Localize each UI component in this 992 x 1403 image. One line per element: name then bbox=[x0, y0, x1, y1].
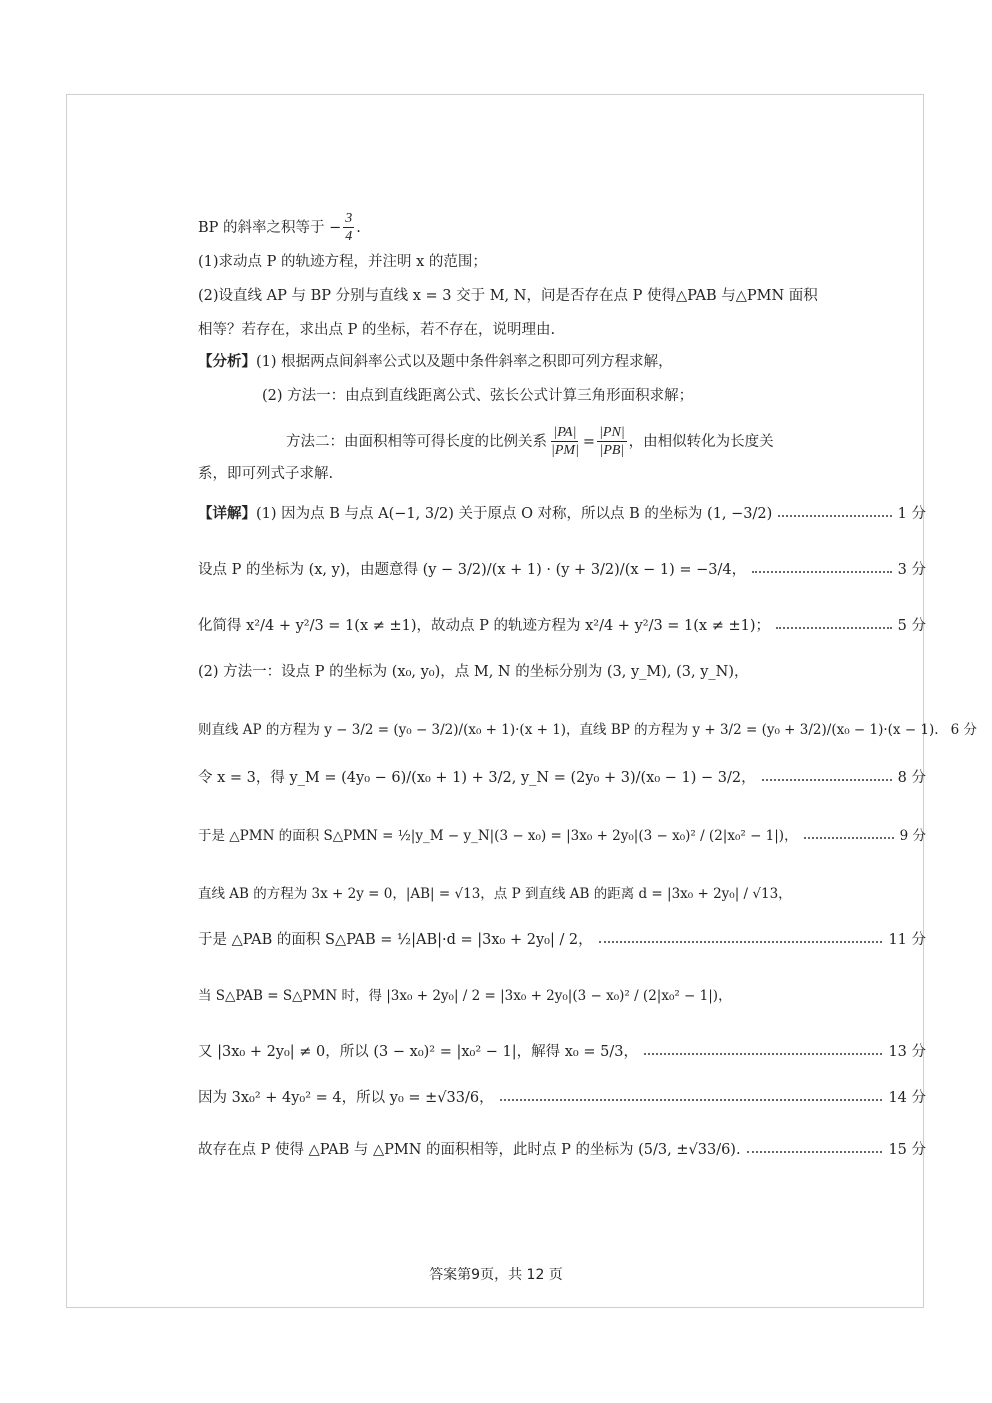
detail-line-6 bbox=[198, 768, 926, 788]
leader-dots bbox=[644, 1053, 882, 1055]
analysis-line-1 bbox=[198, 352, 926, 372]
detail-tag: 【详解】 bbox=[198, 505, 256, 522]
leader-dots bbox=[762, 779, 892, 781]
question-2-line-2 bbox=[198, 320, 926, 340]
denominator: |PM| bbox=[551, 443, 579, 458]
equals: = bbox=[582, 433, 596, 450]
detail-line-7 bbox=[198, 826, 926, 846]
text: 化简得 x²/4 + y²/3 = 1(x ≠ ±1)，故动点 P 的轨迹方程为 x²/4 + y²/3 = 1(x ≠ ±1)； bbox=[198, 618, 771, 634]
detail-line-3 bbox=[198, 616, 926, 636]
text: 当 S△PAB = S△PMN 时，得 |3x₀ + 2y₀| / 2 = |3x₀ + 2y₀|(3 − x₀)² / (2|x₀² − 1|)， bbox=[198, 988, 732, 1004]
page-footer: 答案第9页，共 12 页 bbox=[429, 1267, 563, 1283]
text-line bbox=[198, 210, 926, 245]
score: 3 分 bbox=[897, 562, 926, 578]
detail-line-4 bbox=[198, 662, 926, 682]
analysis-line-2 bbox=[262, 386, 926, 406]
text: 方法二：由面积相等可得长度的比例关系 bbox=[286, 433, 547, 450]
score: 6 分 bbox=[950, 722, 977, 738]
text: (2)设直线 AP 与 BP 分别与直线 x = 3 交于 M, N，问是否存在点 P 使得△PAB 与△PMN 面积 bbox=[198, 288, 818, 304]
text: 相等？若存在，求出点 P 的坐标，若不存在，说明理由. bbox=[198, 322, 556, 338]
score: 5 分 bbox=[897, 618, 926, 634]
text: 因为 3x₀² + 4y₀² = 4，所以 y₀ = ±√33/6， bbox=[198, 1090, 494, 1106]
detail-line-11 bbox=[198, 1042, 926, 1062]
fraction bbox=[549, 424, 581, 459]
fraction bbox=[343, 210, 354, 245]
leader-dots bbox=[599, 941, 883, 943]
analysis-line-4 bbox=[198, 464, 926, 484]
text: 则直线 AP 的方程为 y − 3/2 = (y₀ − 3/2)/(x₀ + 1)·(x + 1)，直线 BP 的方程为 y + 3/2 = (y₀ + 3/2)/(x₀ − 1)·(x − 1). bbox=[198, 722, 939, 738]
score: 1 分 bbox=[897, 506, 926, 522]
fraction bbox=[597, 424, 627, 459]
text: 设点 P 的坐标为 (x, y)，由题意得 (y − 3/2)/(x + 1) · (y + 3/2)/(x − 1) = −3/4， bbox=[198, 562, 747, 578]
text: 系，即可列式子求解. bbox=[198, 466, 334, 482]
text: 又 |3x₀ + 2y₀| ≠ 0，所以 (3 − x₀)² = |x₀² − 1|，解得 x₀ = 5/3， bbox=[198, 1044, 638, 1060]
score: 13 分 bbox=[888, 1044, 926, 1060]
score: 8 分 bbox=[897, 770, 926, 786]
question-2-line-1 bbox=[198, 286, 926, 306]
detail-line-8 bbox=[198, 884, 926, 904]
page-border bbox=[66, 94, 924, 1308]
text: BP 的斜率之积等于 − bbox=[198, 219, 342, 236]
detail-line-12 bbox=[198, 1088, 926, 1108]
detail-line-1 bbox=[198, 504, 926, 524]
detail-line-10 bbox=[198, 986, 926, 1006]
numerator: 3 bbox=[345, 211, 353, 226]
score: 14 分 bbox=[888, 1090, 926, 1106]
text: 令 x = 3，得 y_M = (4y₀ − 6)/(x₀ + 1) + 3/2, y_N = (2y₀ + 3)/(x₀ − 1) − 3/2， bbox=[198, 770, 756, 786]
leader-dots bbox=[778, 515, 891, 517]
text: . bbox=[356, 219, 361, 236]
text: ，由相似转化为长度关 bbox=[628, 433, 774, 450]
text: (1) 根据两点间斜率公式以及题中条件斜率之积即可列方程求解， bbox=[256, 354, 673, 370]
leader-dots bbox=[752, 571, 892, 573]
denominator: |PB| bbox=[599, 443, 625, 458]
detail-line-2 bbox=[198, 560, 926, 580]
detail-line-5 bbox=[198, 720, 977, 740]
text: (2) 方法一：设点 P 的坐标为 (x₀, y₀)，点 M, N 的坐标分别为 (3, y_M), (3, y_N)， bbox=[198, 664, 749, 680]
text: (2) 方法一：由点到直线距离公式、弦长公式计算三角形面积求解； bbox=[262, 388, 694, 404]
score: 9 分 bbox=[899, 828, 926, 844]
text: (1) 因为点 B 与点 A(−1, 3/2) 关于原点 O 对称，所以点 B 的坐标为 (1, −3/2) bbox=[256, 506, 773, 522]
text: 故存在点 P 使得 △PAB 与 △PMN 的面积相等，此时点 P 的坐标为 (5/3, ±√33/6). bbox=[198, 1142, 741, 1158]
score: 11 分 bbox=[888, 932, 926, 948]
leader-dots bbox=[500, 1099, 883, 1101]
analysis-line-3 bbox=[286, 424, 926, 459]
numerator: |PA| bbox=[553, 425, 577, 440]
leader-dots bbox=[804, 837, 894, 839]
detail-line-13 bbox=[198, 1140, 926, 1160]
text: 直线 AB 的方程为 3x + 2y = 0，|AB| = √13，点 P 到直线 AB 的距离 d = |3x₀ + 2y₀| / √13， bbox=[198, 886, 792, 902]
score: 15 分 bbox=[888, 1142, 926, 1158]
analysis-tag: 【分析】 bbox=[198, 353, 256, 370]
detail-line-9 bbox=[198, 930, 926, 950]
text: 于是 △PMN 的面积 S△PMN = ½|y_M − y_N|(3 − x₀) = |3x₀ + 2y₀|(3 − x₀)² / (2|x₀² − 1|)， bbox=[198, 828, 798, 844]
denominator: 4 bbox=[345, 229, 353, 244]
text: (1)求动点 P 的轨迹方程，并注明 x 的范围； bbox=[198, 254, 487, 270]
question-1 bbox=[198, 252, 926, 272]
leader-dots bbox=[747, 1151, 883, 1153]
numerator: |PN| bbox=[599, 425, 625, 440]
leader-dots bbox=[776, 627, 892, 629]
text: 于是 △PAB 的面积 S△PAB = ½|AB|·d = |3x₀ + 2y₀| / 2， bbox=[198, 932, 593, 948]
